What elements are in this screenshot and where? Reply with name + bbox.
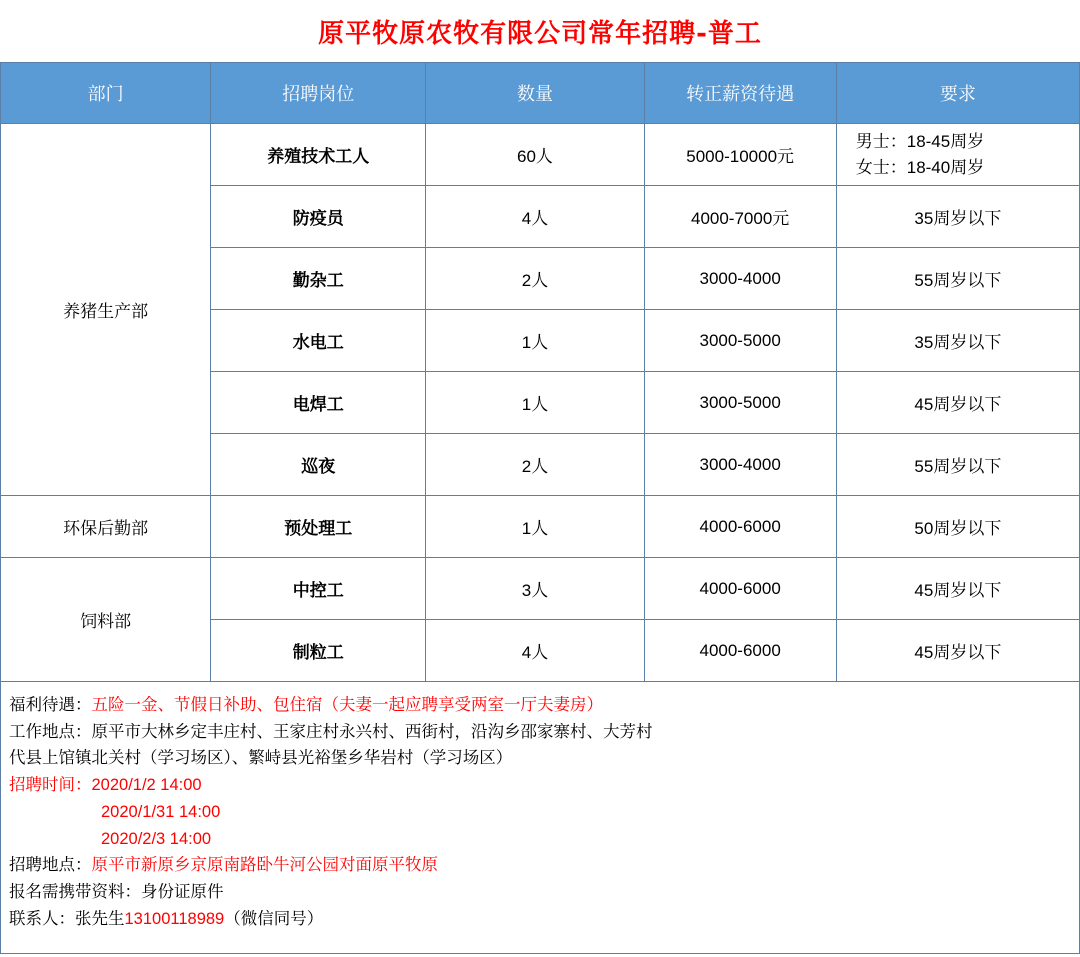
cell-quantity: 60人 <box>426 124 644 186</box>
cell-department: 饲料部 <box>1 558 211 682</box>
work-location-line-2 <box>9 745 1071 772</box>
table-row <box>1 496 1080 558</box>
cell-quantity: 4人 <box>426 620 644 682</box>
cell-department: 养猪生产部 <box>1 124 211 496</box>
contact-label: 联系人： <box>9 909 75 928</box>
recruit-time-line <box>9 772 1071 799</box>
footer-details <box>0 682 1080 954</box>
cell-position: 电焊工 <box>211 372 426 434</box>
page-title: 原平牧原农牧有限公司常年招聘-普工 <box>318 18 762 49</box>
cell-quantity: 3人 <box>426 558 644 620</box>
material-label: 报名需携带资料： <box>9 883 141 902</box>
cell-quantity: 1人 <box>426 310 644 372</box>
recruit-time-1: 2020/1/2 14:00 <box>91 776 202 795</box>
recruit-time-line-3 <box>9 826 1071 853</box>
cell-department: 环保后勤部 <box>1 496 211 558</box>
recruit-time-3: 2020/2/3 14:00 <box>101 829 212 848</box>
recruit-time-2: 2020/1/31 14:00 <box>101 802 221 821</box>
cell-requirement: 45周岁以下 <box>836 372 1079 434</box>
contact-name: 张先生 <box>75 909 125 928</box>
column-header-department: 部门 <box>1 63 211 124</box>
cell-requirement: 55周岁以下 <box>836 434 1079 496</box>
material-line <box>9 879 1071 906</box>
work-location-value-2: 代县上馆镇北关村（学习场区）、繁峙县光裕堡乡华岩村（学习场区） <box>9 749 513 768</box>
cell-requirement: 35周岁以下 <box>836 186 1079 248</box>
cell-quantity: 2人 <box>426 248 644 310</box>
cell-requirement: 55周岁以下 <box>836 248 1079 310</box>
column-header-salary: 转正薪资待遇 <box>644 63 836 124</box>
cell-position: 防疫员 <box>211 186 426 248</box>
cell-salary: 4000-6000 <box>644 558 836 620</box>
recruit-place-label: 招聘地点： <box>9 856 92 875</box>
column-header-quantity: 数量 <box>426 63 644 124</box>
welfare-value: 五险一金、节假日补助、包住宿（夫妻一起应聘享受两室一厅夫妻房） <box>91 696 603 714</box>
column-header-requirement: 要求 <box>836 63 1079 124</box>
cell-requirement: 45周岁以下 <box>836 558 1079 620</box>
cell-requirement: 50周岁以下 <box>836 496 1079 558</box>
cell-requirement <box>836 124 1079 186</box>
requirement-line-male: 男士：18-45周岁 <box>855 132 985 151</box>
cell-salary: 3000-5000 <box>644 372 836 434</box>
cell-position: 勤杂工 <box>211 248 426 310</box>
cell-quantity: 2人 <box>426 434 644 496</box>
cell-position: 预处理工 <box>211 496 426 558</box>
work-location-value: 原平市大林乡定丰庄村、王家庄村永兴村、西街村，沿沟乡邵家寨村、大芳村 <box>91 722 653 741</box>
table-row <box>1 558 1080 620</box>
column-header-position: 招聘岗位 <box>211 63 426 124</box>
contact-line <box>9 906 1071 933</box>
cell-salary: 3000-4000 <box>644 248 836 310</box>
cell-requirement: 35周岁以下 <box>836 310 1079 372</box>
cell-quantity: 4人 <box>426 186 644 248</box>
cell-position: 水电工 <box>211 310 426 372</box>
cell-position: 养殖技术工人 <box>211 124 426 186</box>
cell-salary: 4000-7000元 <box>644 186 836 248</box>
poster-header <box>0 0 1080 62</box>
cell-salary: 3000-5000 <box>644 310 836 372</box>
recruit-place-line <box>9 852 1071 879</box>
cell-position: 制粒工 <box>211 620 426 682</box>
cell-salary: 4000-6000 <box>644 620 836 682</box>
contact-note: （微信同号） <box>224 909 324 928</box>
cell-requirement: 45周岁以下 <box>836 620 1079 682</box>
welfare-label: 福利待遇： <box>9 696 92 714</box>
table-row <box>1 124 1080 186</box>
recruit-time-line-2 <box>9 799 1071 826</box>
recruitment-table <box>0 62 1080 682</box>
work-location-line <box>9 719 1071 746</box>
recruit-place-value: 原平市新原乡京原南路卧牛河公园对面原平牧原 <box>91 856 438 875</box>
cell-position: 中控工 <box>211 558 426 620</box>
material-value: 身份证原件 <box>141 883 224 902</box>
table-header-row <box>1 63 1080 124</box>
cell-quantity: 1人 <box>426 372 644 434</box>
contact-phone: 13100118989 <box>124 909 225 928</box>
cell-salary: 5000-10000元 <box>644 124 836 186</box>
welfare-line <box>9 692 1071 719</box>
requirement-line-female: 女士：18-40周岁 <box>855 157 985 177</box>
cell-salary: 4000-6000 <box>644 496 836 558</box>
cell-position: 巡夜 <box>211 434 426 496</box>
work-location-label: 工作地点： <box>9 722 92 741</box>
cell-quantity: 1人 <box>426 496 644 558</box>
cell-salary: 3000-4000 <box>644 434 836 496</box>
recruit-time-label: 招聘时间： <box>9 776 92 795</box>
